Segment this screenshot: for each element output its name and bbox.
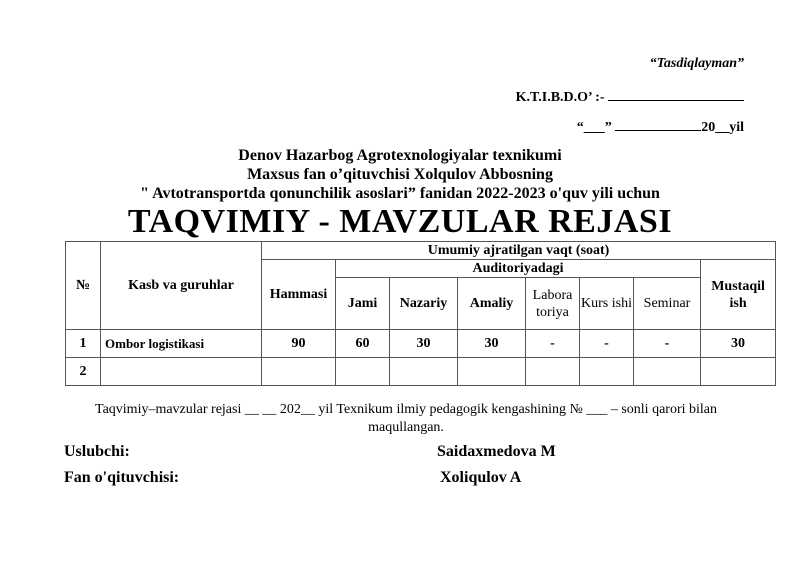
col-header-lab: Labora toriya — [526, 278, 580, 330]
col-header-total-time: Umumiy ajratilgan vaqt (soat) — [262, 242, 776, 260]
row-all: 90 — [262, 330, 336, 358]
approval-date-line — [577, 116, 744, 136]
methodist-name: Saidaxmedova M — [437, 443, 556, 460]
col-header-auditorium: Auditoriyadagi — [336, 260, 701, 278]
signature-line — [608, 86, 744, 101]
row-seminar: - — [634, 330, 701, 358]
table-row — [66, 330, 776, 358]
row-practice — [458, 358, 526, 386]
col-header-seminar: Seminar — [634, 278, 701, 330]
approval-position: K.T.I.B.D.O’ :- — [515, 90, 605, 105]
teacher-line: Maxsus fan o’qituvchisi Xolqulov Abbosning — [247, 166, 553, 183]
row-lab: - — [526, 330, 580, 358]
row-course: - — [580, 330, 634, 358]
col-header-jami: Jami — [336, 278, 390, 330]
col-header-independent: Mustaqil ish — [701, 260, 776, 330]
row-jami — [336, 358, 390, 386]
row-jami: 60 — [336, 330, 390, 358]
col-header-practice: Amaliy — [458, 278, 526, 330]
plan-table — [65, 241, 776, 386]
page-title: TAQVIMIY - MAVZULAR REJASI — [127, 203, 673, 240]
row-independent — [701, 358, 776, 386]
row-num: 2 — [66, 358, 101, 386]
approval-title: “Tasdiqlayman” — [649, 56, 744, 71]
row-num: 1 — [66, 330, 101, 358]
row-group: Ombor logistikasi — [101, 330, 262, 358]
row-seminar — [634, 358, 701, 386]
approval-position-line — [516, 86, 744, 106]
row-group — [101, 358, 262, 386]
row-course — [580, 358, 634, 386]
approval-note: Taqvimiy–mavzular rejasi __ __ 202__ yil Texnikum ilmiy pedagogik kengashining № ___ – sonli qarori bilan maqullangan. — [95, 402, 717, 435]
row-practice: 30 — [458, 330, 526, 358]
col-header-group: Kasb va guruhlar — [101, 242, 262, 330]
col-header-all: Hammasi — [262, 260, 336, 330]
row-theory — [390, 358, 458, 386]
row-theory: 30 — [390, 330, 458, 358]
institution-name: Denov Hazarbog Agrotexnologiyalar texnikumi — [238, 147, 562, 164]
subject-line: " Avtotransportda qonunchilik asoslari” fanidan 2022-2023 o'quv yili uchun — [140, 185, 660, 202]
table-row — [66, 358, 776, 386]
date-line — [615, 116, 701, 131]
teacher-name: Xoliqulov A — [440, 469, 522, 486]
approval-year: 20__yil — [701, 120, 744, 135]
col-header-num: № — [66, 242, 101, 330]
methodist-label: Uslubchi: — [64, 443, 130, 460]
col-header-theory: Nazariy — [390, 278, 458, 330]
teacher-label: Fan o'qituvchisi: — [64, 469, 180, 486]
col-header-course: Kurs ishi — [580, 278, 634, 330]
row-lab — [526, 358, 580, 386]
approval-date-quote: “___” — [576, 120, 612, 135]
row-all — [262, 358, 336, 386]
row-independent: 30 — [701, 330, 776, 358]
